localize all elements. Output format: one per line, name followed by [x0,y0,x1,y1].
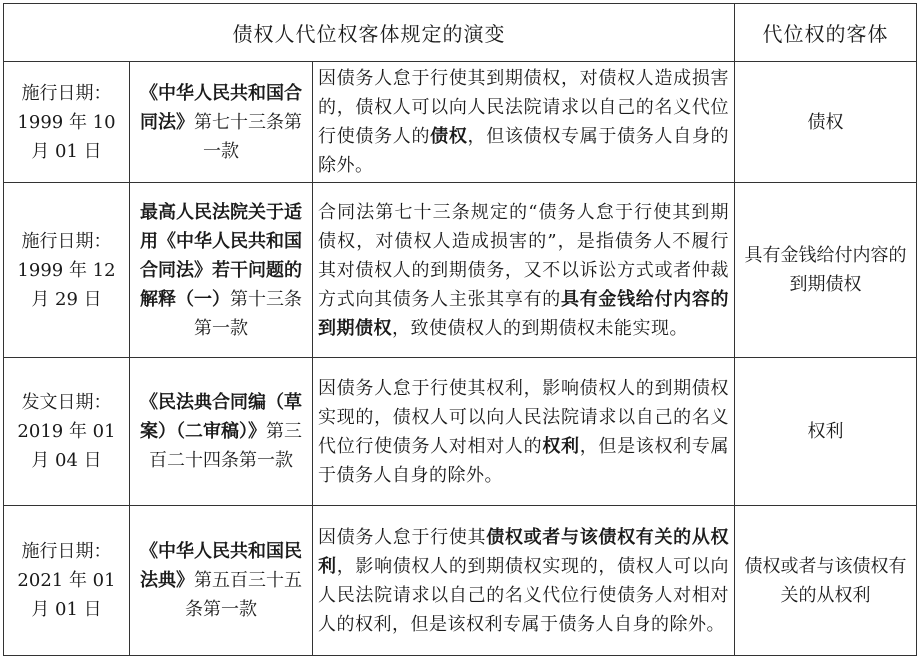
content-cell [313,62,735,183]
date-value: 1999 年 12 月 29 日 [17,259,116,310]
table-row [4,506,917,656]
object-cell: 权利 [735,358,917,506]
content-key-term: 权利 [542,435,580,457]
date-label: 施行日期： [21,82,112,104]
date-value: 1999 年 10 月 01 日 [17,111,116,162]
date-label: 施行日期： [21,230,112,252]
object-cell: 债权或者与该债权有关的从权利 [735,506,917,656]
law-article: 第五百三十五条第一款 [185,570,302,620]
law-article: 第十三条第一款 [194,288,302,339]
object-title: 代位权的客体 [735,4,917,62]
content-cell [313,183,735,358]
law-name: 《中华人民共和国合同法》 [140,82,302,133]
date-label: 发文日期： [21,392,112,413]
content-cell [313,506,735,656]
law-name: 最高人民法院关于适用《中华人民共和国合同法》若干问题的解释（一） [140,201,302,310]
object-cell: 债权 [735,62,917,183]
date-value: 2019 年 01 月 04 日 [17,421,116,471]
evolution-title: 债权人代位权客体规定的演变 [4,4,735,62]
law-article: 第三百二十四条第一款 [149,421,302,471]
law-cell [130,506,313,656]
content-text: 因债务人怠于行使其到期债权，对债权人造成损害的，债权人可以向人民法院请求以自己的名义代位行使债务人的 [318,68,730,147]
law-cell [130,62,313,183]
date-cell [4,506,130,656]
law-article: 第七十三条第一款 [194,111,302,162]
content-text: ，但是该权利专属于债务人自身的除外。 [318,435,730,486]
content-cell [313,358,735,506]
content-text: 因债务人怠于行使其权利，影响债权人的到期债权实现的，债权人可以向人民法院请求以自己的名义代位行使债务人对相对人的 [318,377,730,457]
content-key-term: 具有金钱给付内容的到期债权 [318,288,730,339]
content-text: ，但该债权专属于债务人自身的除外。 [318,126,730,176]
content-text: ，致使债权人的到期债权未能实现。 [392,317,688,339]
content-text: ，影响债权人的到期债权实现的，债权人可以向人民法院请求以自己的名义代位行使债务人对相对人的权利，但是该权利专属于债务人自身的除外。 [318,555,730,635]
table-row [4,183,917,358]
law-cell [130,358,313,506]
date-label: 施行日期： [21,541,112,562]
date-cell [4,183,130,358]
date-value: 2021 年 01 月 01 日 [17,570,116,620]
object-cell: 具有金钱给付内容的到期债权 [735,183,917,358]
content-text: 合同法第七十三条规定的“债务人怠于行使其到期债权，对债权人造成损害的”，是指债务人不履行其对债权人的到期债务，又不以诉讼方式或者仲裁方式向其债务人主张其享有的 [318,201,730,310]
date-cell [4,62,130,183]
law-name: 《中华人民共和国民法典》 [140,541,302,591]
law-name: 《民法典合同编（草案）（二审稿）》 [140,392,302,442]
header-row [4,4,917,62]
law-cell [130,183,313,358]
content-key-term: 债权 [430,126,468,147]
content-text: 因债务人怠于行使其 [318,526,487,548]
content-key-term: 债权或者与该债权有关的从权利 [318,526,730,577]
date-cell [4,358,130,506]
evolution-table [3,3,917,656]
table-row [4,358,917,506]
table-row [4,62,917,183]
